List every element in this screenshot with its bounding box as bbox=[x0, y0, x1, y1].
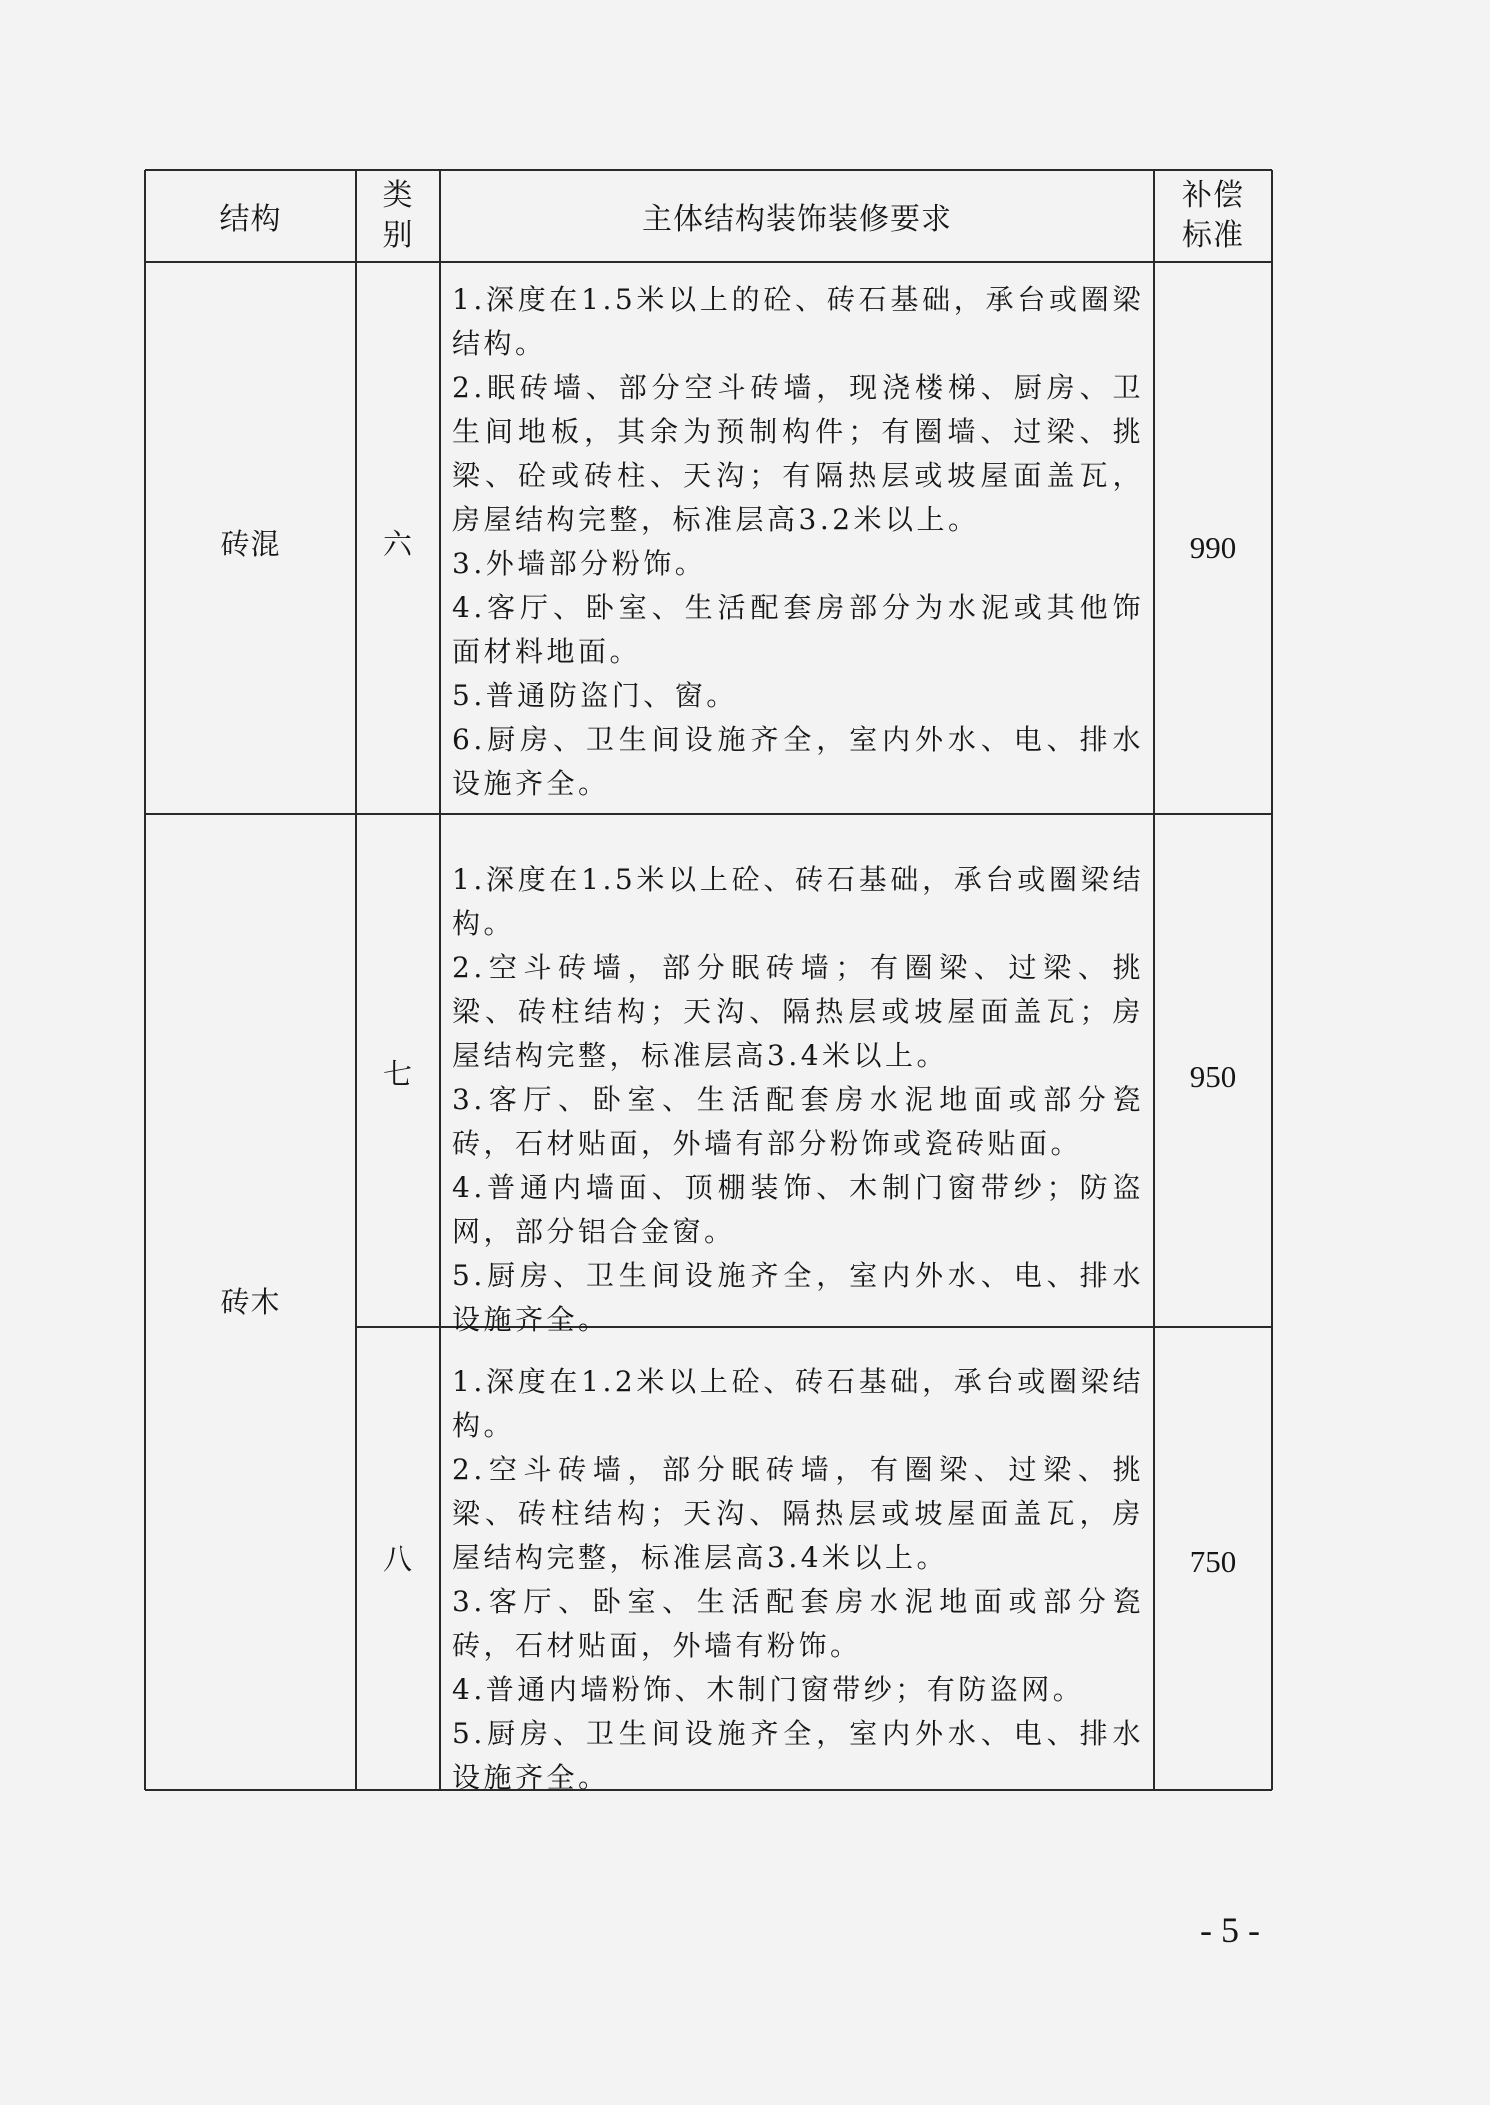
row1-requirements bbox=[452, 278, 1144, 806]
row3-requirements bbox=[452, 1360, 1144, 1800]
row1-item-1: 1.深度在1.5米以上的砼、砖石基础，承台或圈梁结构。 bbox=[452, 283, 1144, 360]
row2-item-2: 2.空斗砖墙，部分眠砖墙；有圈梁、过梁、挑梁、砖柱结构；天沟、隔热层或坡屋面盖瓦；房屋结构完整，标准层高3.4米以上。 bbox=[452, 951, 1144, 1072]
row3-category: 八 bbox=[382, 1541, 413, 1576]
row2-item-4: 4.普通内墙面、顶棚装饰、木制门窗带纱；防盗网，部分铝合金窗。 bbox=[452, 1171, 1144, 1248]
header-standard bbox=[1154, 170, 1272, 262]
row1-standard: 990 bbox=[1189, 530, 1237, 565]
row1-item-5: 5.普通防盗门、窗。 bbox=[452, 679, 738, 712]
row3-item-2: 2.空斗砖墙，部分眠砖墙，有圈梁、过梁、挑梁、砖柱结构；天沟、隔热层或坡屋面盖瓦，房屋结构完整，标准层高3.4米以上。 bbox=[452, 1453, 1144, 1574]
row3-item-4: 4.普通内墙粉饰、木制门窗带纱；有防盗网。 bbox=[452, 1673, 1085, 1706]
header-standard-line2: 标准 bbox=[1182, 218, 1244, 253]
row2-item-1: 1.深度在1.5米以上砼、砖石基础，承台或圈梁结构。 bbox=[452, 863, 1144, 940]
row1-item-3: 3.外墙部分粉饰。 bbox=[452, 547, 707, 580]
header-standard-line1: 补偿 bbox=[1182, 178, 1244, 213]
row3-item-1: 1.深度在1.2米以上砼、砖石基础，承台或圈梁结构。 bbox=[452, 1365, 1144, 1442]
row2-structure: 砖木 bbox=[220, 1284, 281, 1319]
row3-item-5: 5.厨房、卫生间设施齐全，室内外水、电、排水设施齐全。 bbox=[452, 1717, 1144, 1794]
row2-requirements bbox=[452, 858, 1144, 1342]
row1-item-2: 2.眠砖墙、部分空斗砖墙，现浇楼梯、厨房、卫生间地板，其余为预制构件；有圈墙、过梁、挑梁、砼或砖柱、天沟；有隔热层或坡屋面盖瓦，房屋结构完整，标准层高3.2米以上。 bbox=[452, 371, 1144, 536]
row2-category: 七 bbox=[382, 1056, 413, 1091]
page-number: - 5 - bbox=[1200, 1910, 1260, 1950]
row1-structure: 砖混 bbox=[220, 526, 281, 561]
row1-item-4: 4.客厅、卧室、生活配套房部分为水泥或其他饰面材料地面。 bbox=[452, 591, 1144, 668]
row3-item-3: 3.客厅、卧室、生活配套房水泥地面或部分瓷砖，石材贴面，外墙有粉饰。 bbox=[452, 1585, 1144, 1662]
row1-category: 六 bbox=[382, 526, 413, 561]
header-category-line1: 类 bbox=[382, 178, 414, 213]
header-category bbox=[356, 170, 440, 262]
row3-standard: 750 bbox=[1189, 1544, 1237, 1579]
row2-standard: 950 bbox=[1189, 1059, 1237, 1094]
header-requirements: 主体结构装饰装修要求 bbox=[642, 202, 952, 237]
header-structure: 结构 bbox=[219, 202, 282, 237]
row1-item-6: 6.厨房、卫生间设施齐全，室内外水、电、排水设施齐全。 bbox=[452, 723, 1144, 800]
row2-item-5: 5.厨房、卫生间设施齐全，室内外水、电、排水设施齐全。 bbox=[452, 1259, 1144, 1336]
row2-item-3: 3.客厅、卧室、生活配套房水泥地面或部分瓷砖，石材贴面，外墙有部分粉饰或瓷砖贴面。 bbox=[452, 1083, 1144, 1160]
header-category-line2: 别 bbox=[382, 218, 414, 253]
